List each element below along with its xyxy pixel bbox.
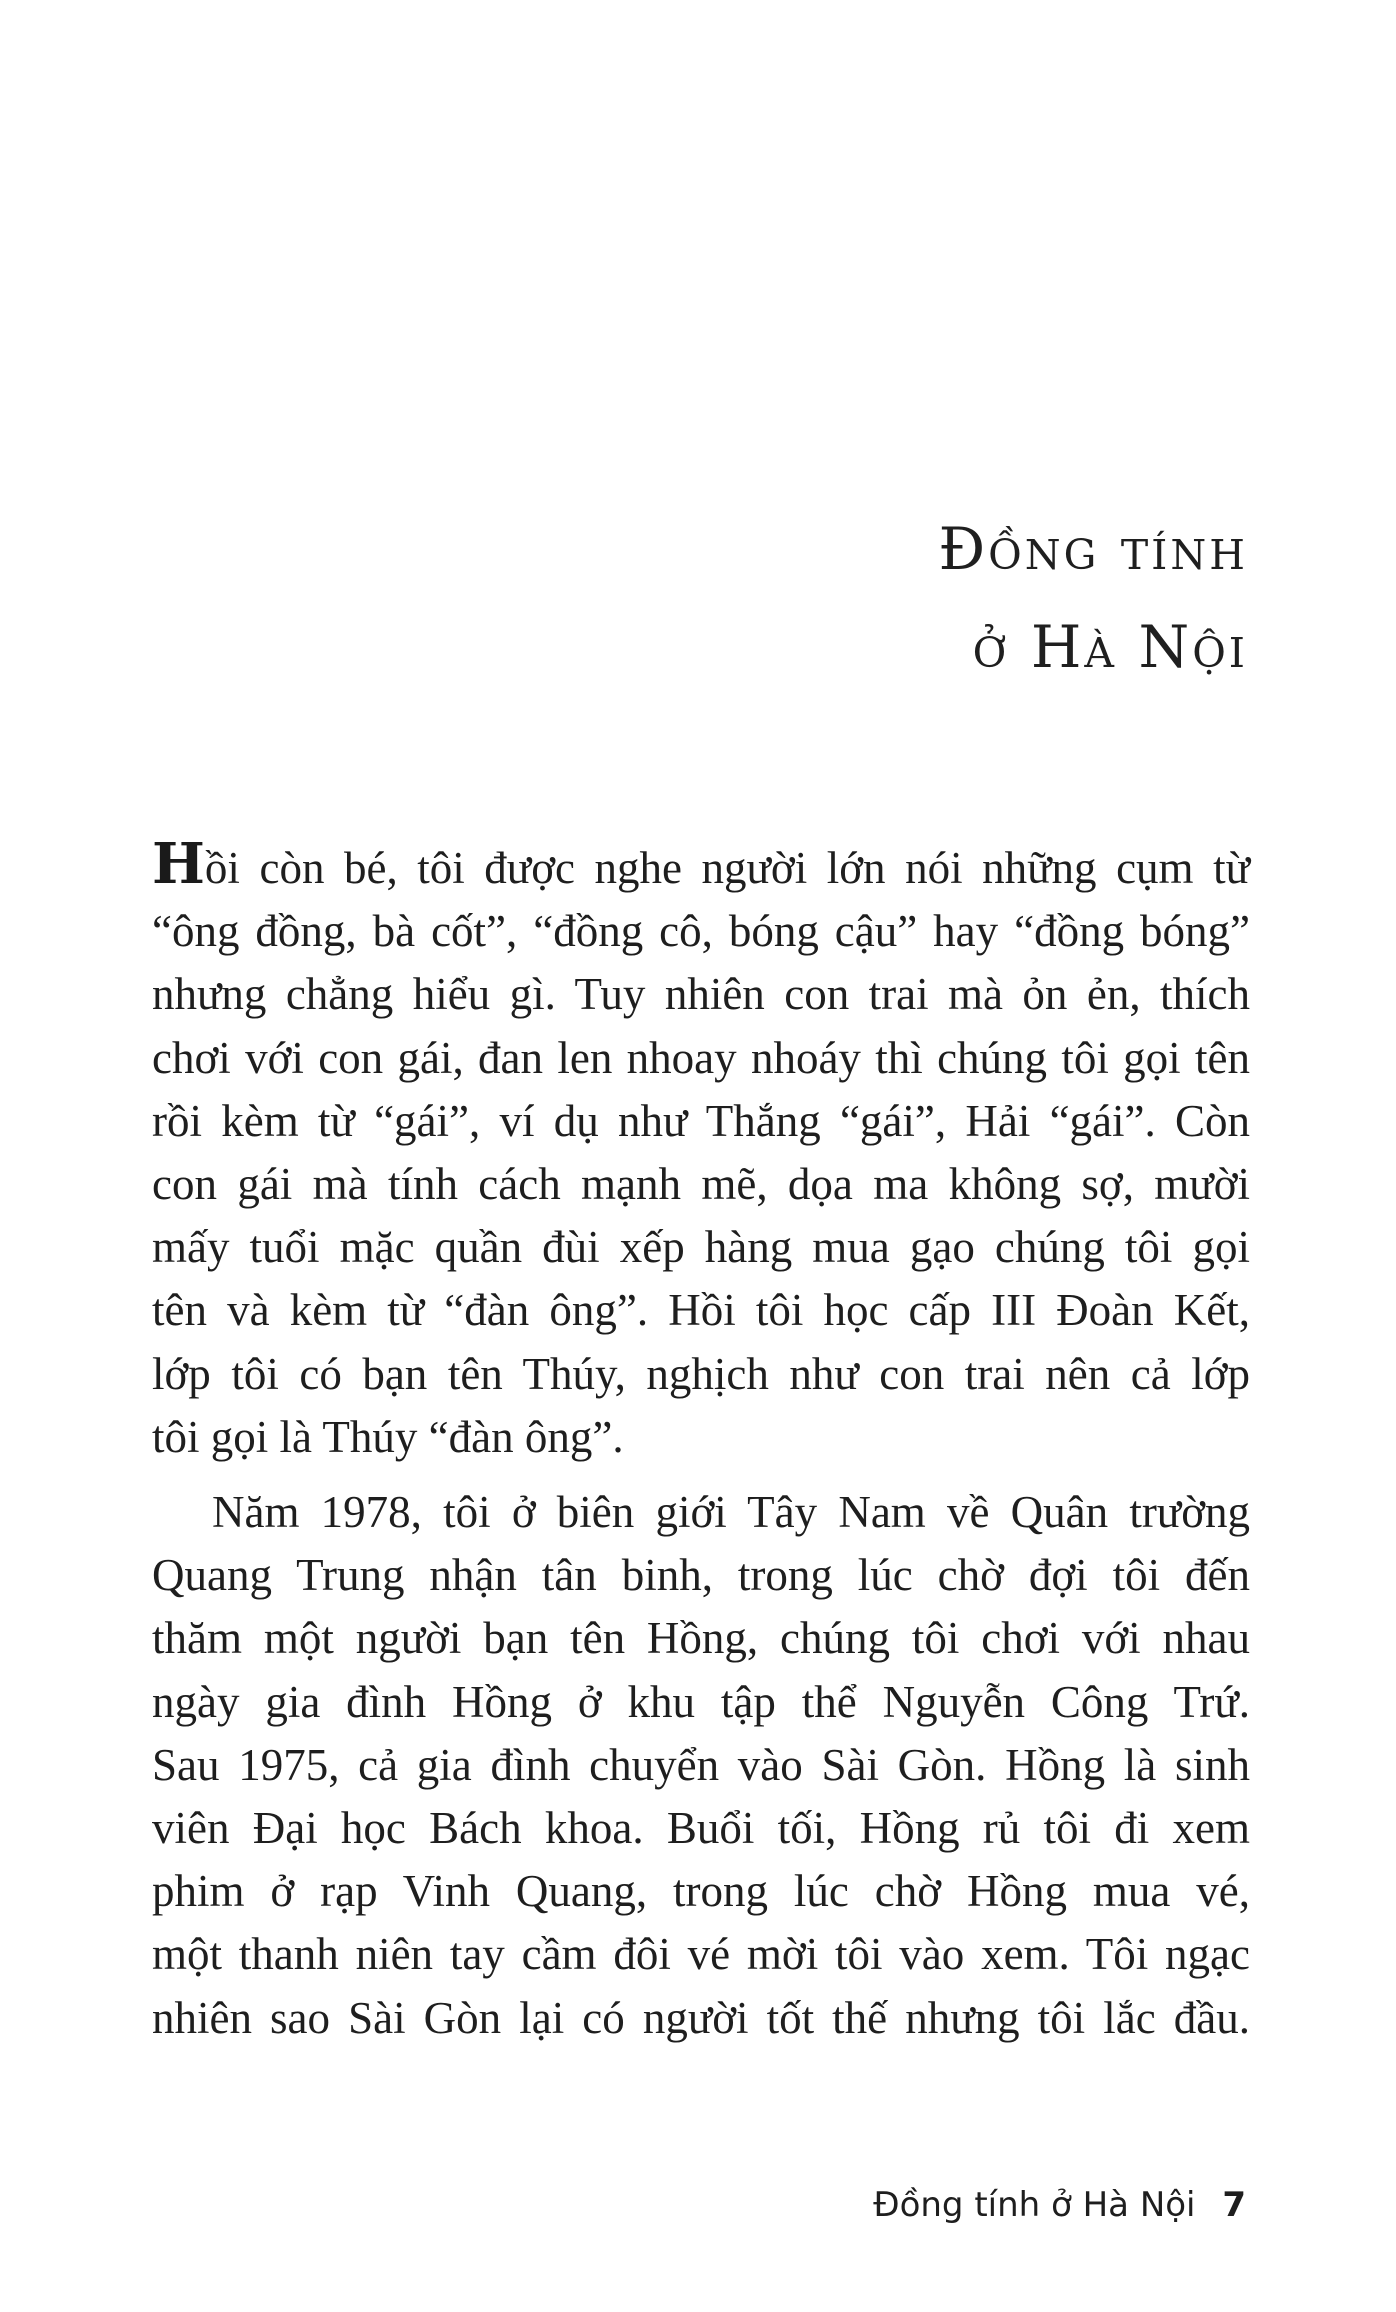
text-line: Hồi còn bé, tôi được nghe người lớn nói những cụm từ <box>152 831 1250 897</box>
text-line: tên và kèm từ “đàn ông”. Hồi tôi học cấp III Đoàn Kết, <box>152 1285 1250 1336</box>
text-line: mấy tuổi mặc quần đùi xếp hàng mua gạo chúng tôi gọi <box>152 1222 1250 1273</box>
text-line: Năm 1978, tôi ở biên giới Tây Nam về Quân trường <box>212 1487 1250 1538</box>
chapter-body <box>152 831 1250 2050</box>
text-line: thăm một người bạn tên Hồng, chúng tôi chơi với nhau <box>152 1613 1250 1664</box>
page-number: 7 <box>1222 2185 1246 2225</box>
text-line: “ông đồng, bà cốt”, “đồng cô, bóng cậu” hay “đồng bóng” <box>152 906 1250 957</box>
text-line: tôi gọi là Thúy “đàn ông”. <box>152 1411 624 1462</box>
text-line: nhiên sao Sài Gòn lại có người tốt thế nhưng tôi lắc đầu. <box>152 1992 1250 2043</box>
text-line: phim ở rạp Vinh Quang, trong lúc chờ Hồng mua vé, <box>152 1866 1250 1917</box>
text-line: chơi với con gái, đan len nhoay nhoáy thì chúng tôi gọi tên <box>152 1032 1250 1083</box>
chapter-title <box>938 500 1248 696</box>
paragraph-2 <box>152 1481 1250 2050</box>
chapter-title-line-1: Đồng tính <box>938 515 1248 583</box>
chapter-title-line-2: ở Hà Nội <box>972 613 1248 681</box>
paragraph-1 <box>152 831 1250 1469</box>
page-footer <box>873 2185 1246 2225</box>
text-line: Quang Trung nhận tân binh, trong lúc chờ đợi tôi đến <box>152 1550 1250 1601</box>
text-line: ngày gia đình Hồng ở khu tập thể Nguyễn Công Trứ. <box>152 1676 1250 1727</box>
text-line: lớp tôi có bạn tên Thúy, nghịch như con trai nên cả lớp <box>152 1348 1250 1399</box>
text-line: rồi kèm từ “gái”, ví dụ như Thắng “gái”, Hải “gái”. Còn <box>152 1095 1250 1146</box>
text-line: Sau 1975, cả gia đình chuyển vào Sài Gòn. Hồng là sinh <box>152 1739 1250 1790</box>
running-title: Đồng tính ở Hà Nội <box>873 2185 1196 2225</box>
text-line: một thanh niên tay cầm đôi vé mời tôi vào xem. Tôi ngạc <box>152 1929 1250 1980</box>
text-line: nhưng chẳng hiểu gì. Tuy nhiên con trai mà ỏn ẻn, thích <box>152 969 1250 1020</box>
text-line: con gái mà tính cách mạnh mẽ, dọa ma không sợ, mười <box>152 1159 1250 1210</box>
text-line: viên Đại học Bách khoa. Buổi tối, Hồng rủ tôi đi xem <box>152 1803 1250 1854</box>
drop-cap: H <box>152 831 205 897</box>
